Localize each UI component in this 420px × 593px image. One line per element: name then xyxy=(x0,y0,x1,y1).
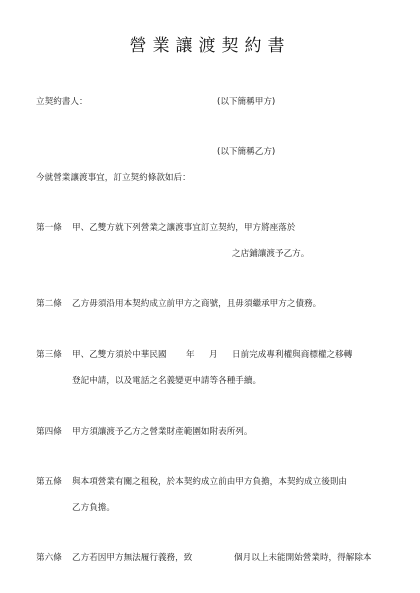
document-title: 營業讓渡契約書 xyxy=(129,36,291,56)
article-number: 第五條 xyxy=(36,477,62,487)
article-text-line: 乙方毋須沿用本契約成立前甲方之商號，且毋須繼承甲方之債務。 xyxy=(72,299,322,309)
article-text-line: 甲、乙雙方就下列營業之讓渡事宜訂立契約，甲方將座落於 xyxy=(72,223,296,233)
article-number: 第六條 xyxy=(36,553,62,563)
article-text-line: 乙方負擔。 xyxy=(72,503,115,513)
article-text-line: 個月以上未能開始營業時，得解除本 xyxy=(234,553,372,563)
article-number: 第二條 xyxy=(36,299,62,309)
article-text-line: 之店鋪讓渡予乙方。 xyxy=(232,249,310,259)
party-a-note: (以下簡稱甲方) xyxy=(217,97,276,107)
article-text-line: 甲、乙雙方須於中華民國 xyxy=(72,350,167,360)
party-b-note: (以下簡稱乙方) xyxy=(217,147,276,157)
month-label: 月 xyxy=(209,350,218,360)
article-text-line: 與本項營業有關之租稅，於本契約成立前由甲方負擔，本契約成立後則由 xyxy=(72,477,348,487)
signer-label: 立契約書人： xyxy=(36,97,88,107)
article-number: 第一條 xyxy=(36,223,62,233)
article-text-line: 日前完成專利權與商標權之移轉 xyxy=(232,350,353,360)
article-number: 第四條 xyxy=(36,427,62,437)
article-text-line: 甲方須讓渡予乙方之營業財產範圍如附表所列。 xyxy=(72,427,253,437)
year-label: 年 xyxy=(186,350,195,360)
article-number: 第三條 xyxy=(36,350,62,360)
intro-text: 今就營業讓渡事宜，訂立契約條款如后： xyxy=(36,173,191,183)
article-text-line: 登記申請，以及電話之名義變更申請等各種手續。 xyxy=(72,376,262,386)
article-text-line: 乙方若因甲方無法履行義務，致 xyxy=(72,553,193,563)
